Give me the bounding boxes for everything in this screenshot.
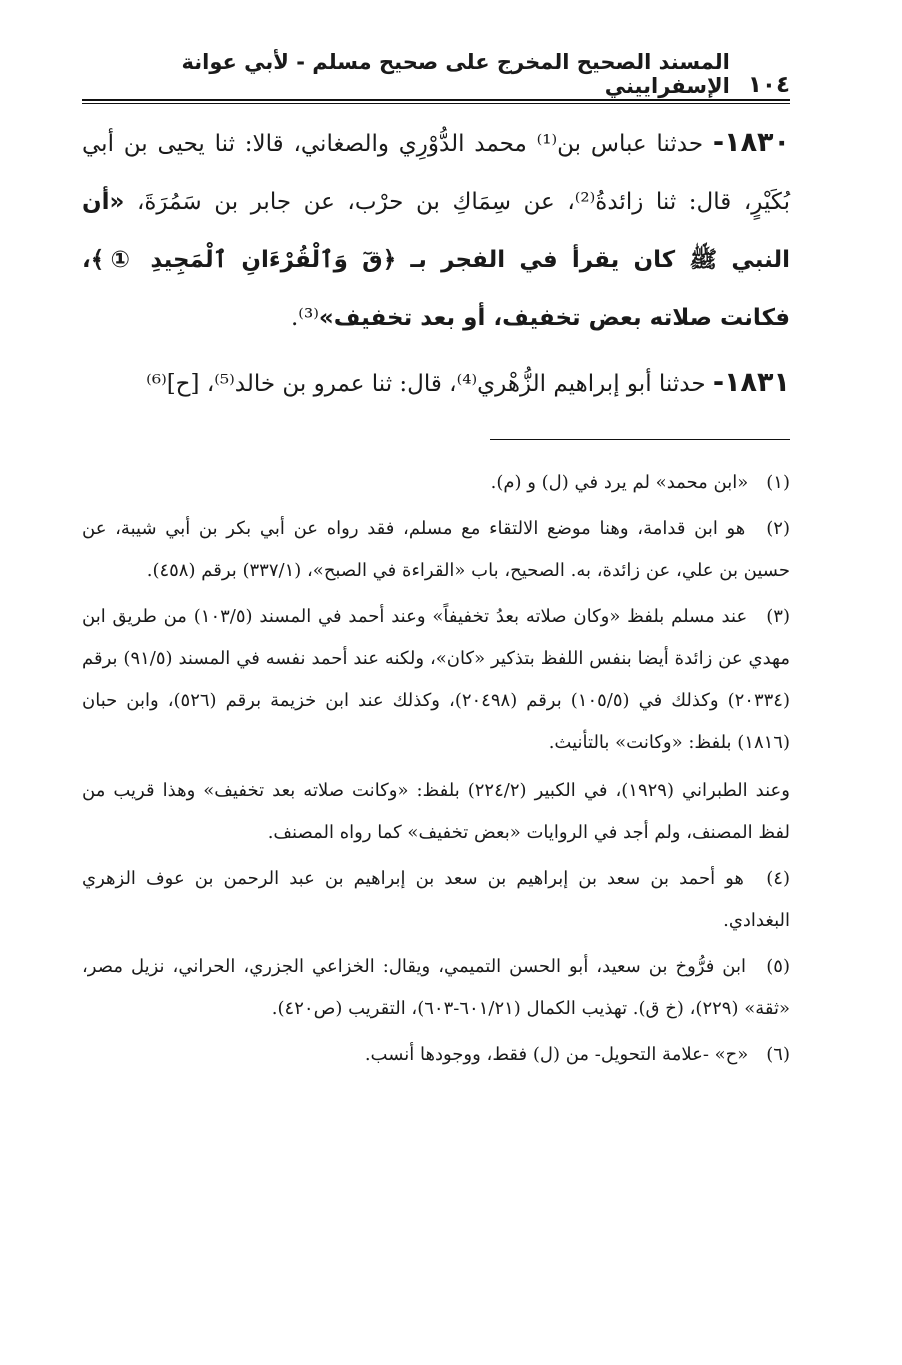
footnote-text: «ابن محمد» لم يرد في (ل) و (م).: [490, 472, 749, 493]
footnote-text: «ح» -علامة التحويل- من (ل) فقط، ووجودها أنسب.: [364, 1044, 749, 1065]
page-number: ١٠٤: [747, 72, 790, 98]
hadith-isnad: حدثنا عباس بن⁽¹⁾ محمد الدُّوْرِي والصغاني، قالا: ثنا يحيى بن أبي بُكَيْرٍ، قال: ثنا زائدةُ⁽²⁾، عن سِمَاكِ بن حرْب، عن جابر بن سَمُرَةَ،: [82, 131, 790, 215]
footnote: [82, 1034, 790, 1076]
hadith-number: ١٨٣٠-: [712, 127, 791, 158]
footnote-number: (٣): [766, 606, 790, 627]
header-rule: [82, 99, 790, 104]
footnote-number: (٥): [766, 956, 790, 977]
hadith-number: ١٨٣١-: [712, 367, 790, 398]
footnote-separator: [490, 439, 790, 440]
hadith-footnote-ref: ⁽³⁾.: [291, 305, 319, 331]
footnote: [82, 858, 790, 942]
footnote-text: عند مسلم بلفظ «وكان صلاته بعدُ تخفيفاً» وعند أحمد في المسند (١٠٣/٥) من طريق ابن مهدي عن زائدة أيضا بنفس اللفظ بتذكير «كان»، ولكنه عند أحمد نفسه في المسند (٩١/٥) برقم (٢٠٣٣٤) وكذلك في (١٠٥/٥) برقم (٢٠٤٩٨)، وكذلك عند ابن خزيمة برقم (٥٢٦)، وابن حبان (١٨١٦) بلفظ: «وكانت» بالتأنيث.: [82, 606, 790, 753]
footnote-text: وعند الطبراني (١٩٢٩)، في الكبير (٢٢٤/٢) بلفظ: «وكانت صلاته بعد تخفيف» وهذا قريب من لفظ المصنف، ولم أجد في الروايات «بعض تخفيف» كما رواه المصنف.: [82, 780, 790, 843]
footnote-text: هو ابن قدامة، وهنا موضع الالتقاء مع مسلم، فقد رواه عن أبي بكر بن أبي شيبة، عن حسين بن علي، عن زائدة، به. الصحيح، باب «القراءة في الصبح»، (٣٣٧/١) برقم (٤٥٨).: [82, 518, 790, 581]
running-title: المسند الصحيح المخرج على صحيح مسلم - لأبي عوانة الإسفراييني: [181, 50, 730, 98]
page-header: [82, 50, 790, 98]
hadith-matn: «أن النبي ﷺ كان يقرأ في الفجر بـ ﴿قٓ وَٱلْقُرْءَانِ ٱلْمَجِيدِ ①﴾، فكانت صلاته بعض تخفيف، أو بعد تخفيف»: [82, 189, 790, 331]
footnote-continuation: [82, 770, 790, 854]
footnote: [82, 462, 790, 504]
hadith-1830: [82, 114, 790, 347]
hadith-isnad: حدثنا أبو إبراهيم الزُّهْري⁽⁴⁾، قال: ثنا عمرو بن خالد⁽⁵⁾، [ح]⁽⁶⁾: [146, 371, 706, 397]
footnote-number: (١): [766, 472, 790, 493]
footnotes: [82, 462, 790, 1080]
footnote: [82, 596, 790, 764]
footnote-number: (٤): [766, 868, 790, 889]
footnote: [82, 508, 790, 592]
footnote-text: ابن فرُّوخ بن سعيد، أبو الحسن التميمي، ويقال: الخزاعي الجزري، الحراني، نزيل مصر، «ثقة» (٢٢٩)، (خ ق). تهذيب الكمال (٦٠١/٢١-٦٠٣)، التقريب (ص٤٢٠).: [82, 956, 790, 1019]
footnote-number: (٦): [766, 1044, 790, 1065]
footnote-number: (٢): [766, 518, 790, 539]
footnote-text: هو أحمد بن سعد بن إبراهيم بن سعد بن إبراهيم بن عبد الرحمن بن عوف الزهري البغدادي.: [82, 868, 790, 931]
hadith-1831: [82, 354, 790, 413]
footnote: [82, 946, 790, 1030]
